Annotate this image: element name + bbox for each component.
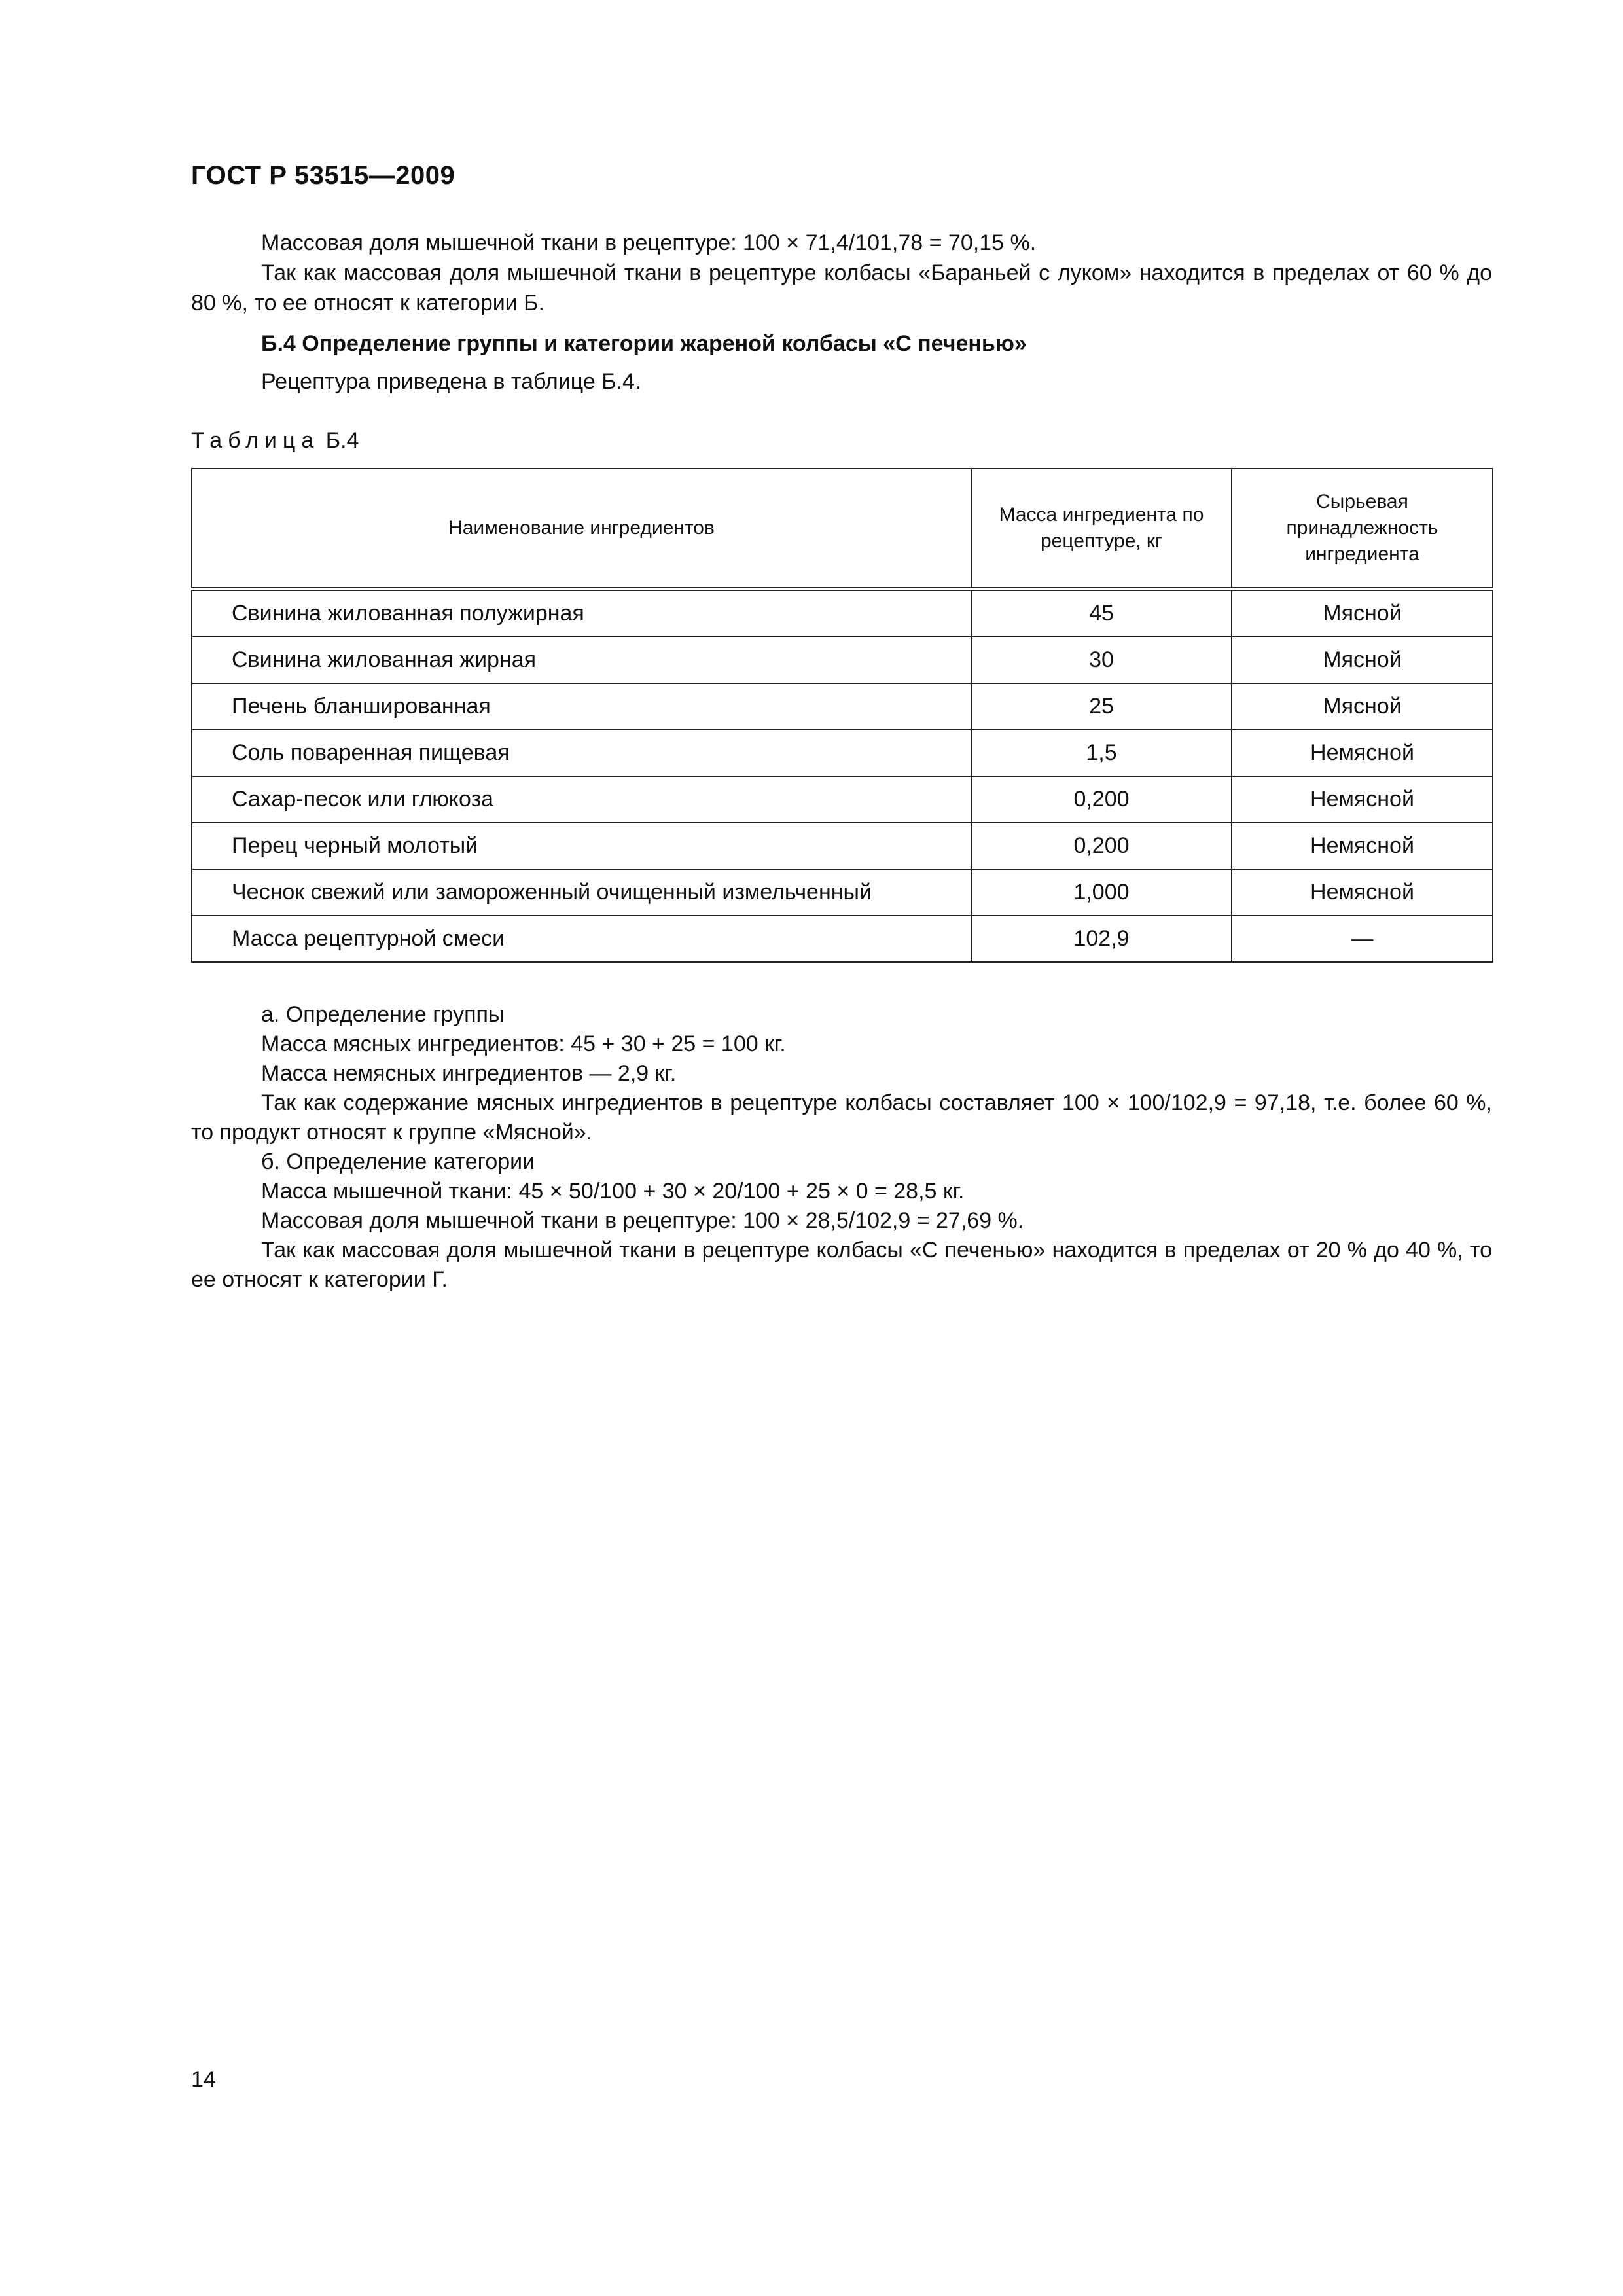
recipe-table [191,468,1493,963]
ingredient-name: Печень бланшированная [192,683,971,730]
total-mass: 102,9 [971,916,1232,962]
category-subheading: б. Определение категории [261,1149,535,1174]
ingredient-mass: 0,200 [971,776,1232,823]
table-caption-word: Таблица [191,428,320,453]
muscle-mass-line: Масса мышечной ткани: 45 × 50/100 + 30 × 20/100 + 25 × 0 = 28,5 кг. [261,1179,965,1204]
section-intro: Рецептура приведена в таблице Б.4. [261,369,641,394]
table-header-row [192,469,1493,589]
table-row [192,823,1493,869]
nonmeat-mass-line: Масса немясных ингредиентов — 2,9 кг. [261,1061,677,1086]
standard-code: ГОСТ Р 53515—2009 [191,161,455,190]
ingredient-type: Немясной [1232,730,1493,776]
group-subheading: а. Определение группы [261,1002,505,1027]
ingredient-mass: 45 [971,589,1232,637]
muscle-share-line: Массовая доля мышечной ткани в рецептуре: 100 × 71,4/101,78 = 70,15 %. [261,230,1037,255]
ingredient-mass: 1,000 [971,869,1232,916]
table-caption [191,428,359,454]
total-type: — [1232,916,1493,962]
ingredient-name: Соль поваренная пищевая [192,730,971,776]
table-row [192,589,1493,637]
ingredient-type: Мясной [1232,683,1493,730]
category-conclusion: Так как массовая доля мышечной ткани в рецептуре колбасы «Бараньей с луком» находится в пределах от 60 % до 80 %, то ее относят к категории Б. [191,260,1492,315]
ingredient-name: Перец черный молотый [192,823,971,869]
ingredient-type: Немясной [1232,823,1493,869]
table-row [192,776,1493,823]
group-conclusion: Так как содержание мясных ингредиентов в рецептуре колбасы составляет 100 × 100/102,9 = 97,18, т.е. более 60 %, то продукт относят к группе «Мясной». [191,1090,1492,1145]
ingredient-mass: 25 [971,683,1232,730]
table-row [192,730,1493,776]
ingredient-mass: 0,200 [971,823,1232,869]
header-raw-type [1232,469,1493,589]
table-row [192,637,1493,683]
ingredient-type: Мясной [1232,637,1493,683]
ingredient-type: Немясной [1232,776,1493,823]
header-mass [971,469,1232,589]
ingredient-name: Сахар-песок или глюкоза [192,776,971,823]
meat-mass-line: Масса мясных ингредиентов: 45 + 30 + 25 = 100 кг. [261,1031,786,1056]
page-number: 14 [191,2067,216,2092]
calculation-section [191,1000,1492,1295]
category-final-conclusion: Так как массовая доля мышечной ткани в рецептуре колбасы «С печенью» находится в пределах от 20 % до 40 %, то ее относят к категории Г. [191,1238,1492,1292]
header-raw-type-label: Сырьевая принадлежность ингредиента [1286,491,1438,565]
table-caption-number: Б.4 [325,428,359,453]
total-label: Масса рецептурной смеси [192,916,971,962]
ingredient-mass: 30 [971,637,1232,683]
intro-text [191,228,1492,318]
ingredient-mass: 1,5 [971,730,1232,776]
ingredient-name: Свинина жилованная полужирная [192,589,971,637]
section-heading: Б.4 Определение группы и категории жареной колбасы «С печенью» [261,331,1027,356]
table-row [192,683,1493,730]
ingredient-type: Мясной [1232,589,1493,637]
muscle-share-calc-line: Массовая доля мышечной ткани в рецептуре: 100 × 28,5/102,9 = 27,69 %. [261,1208,1024,1233]
ingredient-type: Немясной [1232,869,1493,916]
header-mass-label: Масса ингредиента по рецептуре, кг [999,504,1204,552]
table-row [192,869,1493,916]
ingredient-name: Чеснок свежий или замороженный очищенный измельченный [192,869,971,916]
table-total-row [192,916,1493,962]
header-ingredient-name: Наименование ингредиентов [192,469,971,589]
ingredient-name: Свинина жилованная жирная [192,637,971,683]
